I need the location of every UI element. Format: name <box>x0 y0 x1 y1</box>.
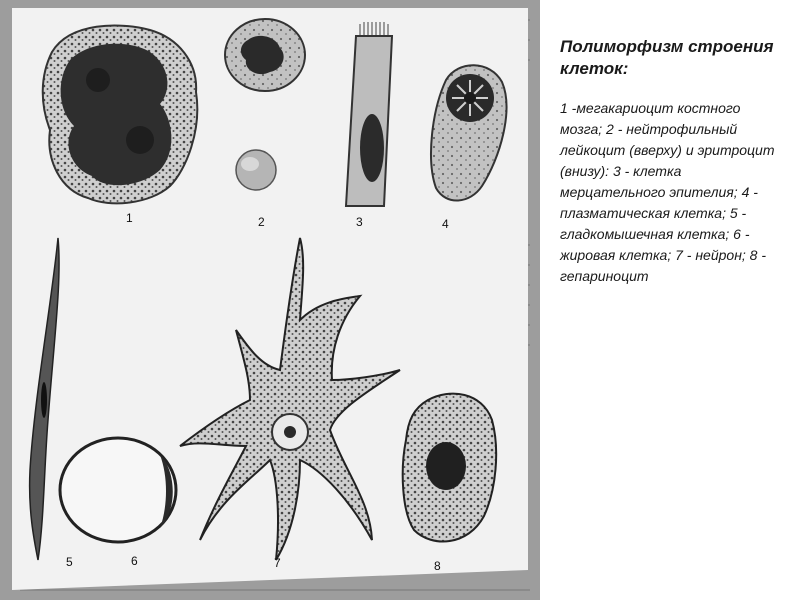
label-8: 8 <box>434 559 441 573</box>
cell-2-neutrophil <box>225 19 305 91</box>
label-1: 1 <box>126 211 133 225</box>
caption-title: Полиморфизм строения клеток: <box>560 37 774 78</box>
cell-8-heparinocyte <box>403 394 496 542</box>
label-6: 6 <box>131 554 138 568</box>
cell-6-fat-cell <box>60 438 176 542</box>
cell-1-megakaryocyte <box>43 25 198 203</box>
cell-2-erythrocyte <box>236 150 276 190</box>
label-4: 4 <box>442 217 449 231</box>
label-5: 5 <box>66 555 73 569</box>
caption-text: 1 -мегакариоцит костного мозга; 2 - нейтрофильный лейкоцит (вверху) и эритроцит (внизу): 3 - клетка мерцательного эпителия; 4 - плазматическая клетка; 5 - гладкомышечная клетка; 6 - жировая клетка; 7 - нейрон; 8 - гепариноцит <box>560 100 775 284</box>
label-3: 3 <box>356 215 363 229</box>
label-7: 7 <box>274 556 281 570</box>
caption-panel <box>560 36 785 287</box>
label-2: 2 <box>258 215 265 229</box>
